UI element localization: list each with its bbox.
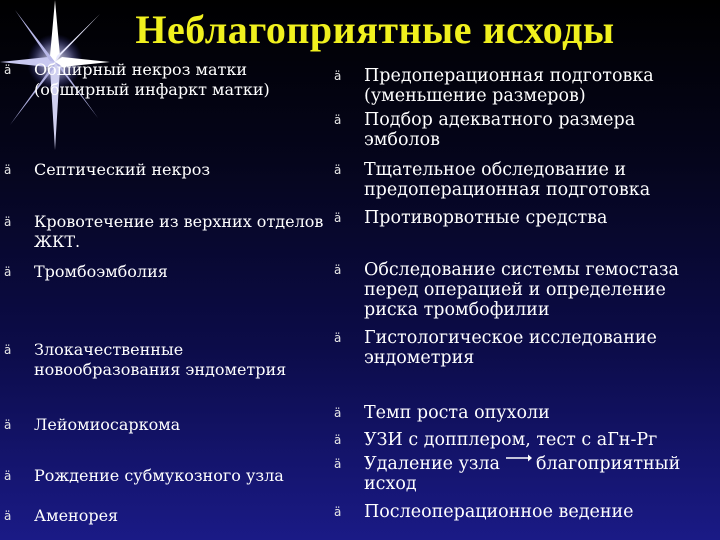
bullet-icon: ä <box>334 505 342 519</box>
left-item <box>4 506 304 526</box>
right-arrow-icon <box>504 454 532 470</box>
bullet-icon: ä <box>334 457 342 471</box>
right-item <box>334 454 714 494</box>
bullet-icon: ä <box>4 418 12 432</box>
right-item <box>334 430 714 450</box>
right-item <box>334 403 714 423</box>
list-item-text: Лейомиосаркома <box>34 415 181 434</box>
right-item <box>334 208 714 228</box>
list-item-text: Кровотечение из верхних отделов ЖКТ. <box>34 212 324 251</box>
bullet-icon: ä <box>4 163 12 177</box>
list-item-text: Гистологическое исследование эндометрия <box>364 328 657 368</box>
bullet-icon: ä <box>4 63 12 77</box>
list-item-text: Противорвотные средства <box>364 208 608 228</box>
bullet-icon: ä <box>4 265 12 279</box>
bullet-icon: ä <box>334 263 342 277</box>
bullet-icon: ä <box>334 406 342 420</box>
list-item-text: Предоперационная подготовка (уменьшение размеров) <box>364 66 654 106</box>
list-item-text-before: Удаление узла <box>364 454 500 474</box>
list-item-text: Обследование системы гемостаза перед операцией и определение риска тромбофилии <box>364 260 679 320</box>
right-item <box>334 110 714 150</box>
list-item-text: Подбор адекватного размера эмболов <box>364 110 636 150</box>
left-item <box>4 340 304 380</box>
bullet-icon: ä <box>334 113 342 127</box>
left-item <box>4 415 304 435</box>
list-item-text: Темп роста опухоли <box>364 403 550 423</box>
right-item <box>334 502 714 522</box>
left-item <box>4 160 304 180</box>
bullet-icon: ä <box>4 509 12 523</box>
bullet-icon: ä <box>4 343 12 357</box>
bullet-icon: ä <box>334 433 342 447</box>
right-item <box>334 260 714 320</box>
left-item <box>4 262 304 282</box>
slide-title: Неблагоприятные исходы <box>135 7 615 52</box>
bullet-icon: ä <box>334 69 342 83</box>
list-item-text-after: благоприятный исход <box>364 454 681 494</box>
list-item-text: Послеоперационное ведение <box>364 502 634 522</box>
right-item <box>334 66 714 106</box>
bullet-icon: ä <box>334 211 342 225</box>
bullet-icon: ä <box>334 163 342 177</box>
bullet-icon: ä <box>4 469 12 483</box>
list-item-text: Тромбоэмболия <box>34 262 168 281</box>
bullet-icon: ä <box>4 215 12 229</box>
right-item <box>334 328 714 368</box>
list-item-text: Рождение субмукозного узла <box>34 466 284 485</box>
list-item-text: УЗИ с допплером, тест с аГн-Рг <box>364 430 658 450</box>
left-item <box>4 212 334 252</box>
left-item <box>4 466 304 486</box>
list-item-text: Злокачественные новообразования эндометрия <box>34 340 287 379</box>
right-item <box>334 160 714 200</box>
list-item-text: Обширный некроз матки (обширный инфаркт матки) <box>34 60 270 99</box>
list-item-text: Тщательное обследование и предоперационная подготовка <box>364 160 651 200</box>
list-item-text: Септический некроз <box>34 160 211 179</box>
list-item-text <box>348 454 694 494</box>
bullet-icon: ä <box>334 331 342 345</box>
left-item <box>4 60 304 100</box>
list-item-text: Аменорея <box>34 506 119 525</box>
